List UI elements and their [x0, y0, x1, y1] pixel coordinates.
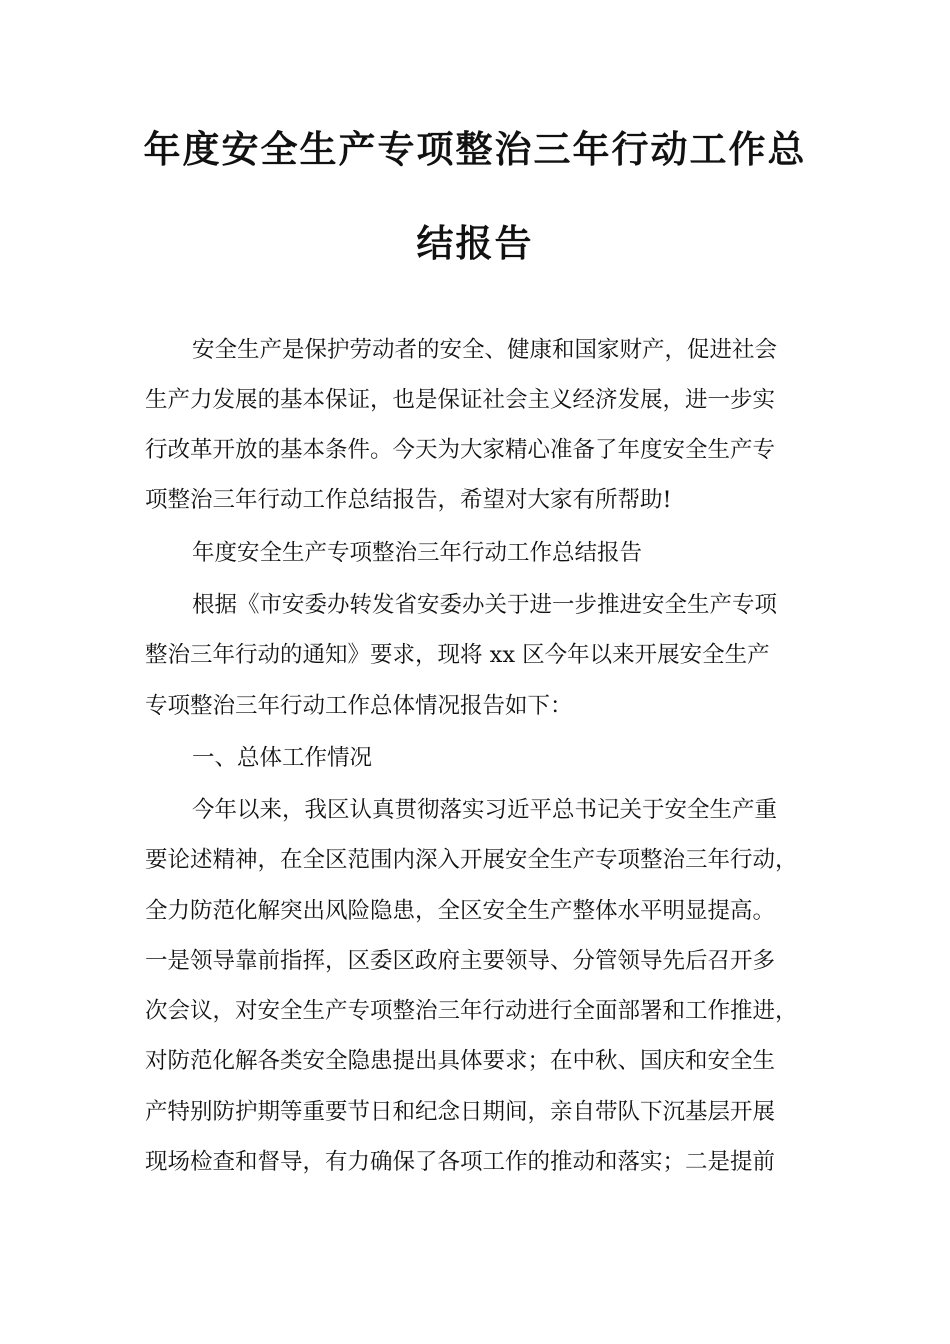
- body-line: 现场检查和督导，有力确保了各项工作的推动和落实；二是提前: [145, 1149, 776, 1175]
- body-line: 整治三年行动的通知》要求，现将 xx 区今年以来开展安全生产: [145, 642, 770, 668]
- body-line: 专项整治三年行动工作总体情况报告如下：: [145, 693, 573, 719]
- section-heading: 一、总体工作情况: [192, 745, 373, 771]
- body-line: 对防范化解各类安全隐患提出具体要求；在中秋、国庆和安全生: [145, 1048, 776, 1074]
- body-line: 产特别防护期等重要节日和纪念日期间，亲自带队下沉基层开展: [145, 1099, 776, 1125]
- body-line: 项整治三年行动工作总结报告，希望对大家有所帮助!: [145, 487, 672, 513]
- body-line: 安全生产是保护劳动者的安全、健康和国家财产，促进社会: [192, 337, 778, 363]
- body-line: 全力防范化解突出风险隐患，全区安全生产整体水平明显提高。: [145, 898, 776, 924]
- body-line: 行改革开放的基本条件。今天为大家精心准备了年度安全生产专: [145, 437, 776, 463]
- body-line: 生产力发展的基本保证，也是保证社会主义经济发展，进一步实: [145, 387, 776, 413]
- body-line: 根据《市安委办转发省安委办关于进一步推进安全生产专项: [192, 592, 778, 618]
- document-title-line-1: 年度安全生产专项整治三年行动工作总: [143, 128, 807, 171]
- body-line: 今年以来，我区认真贯彻落实习近平总书记关于安全生产重: [192, 797, 778, 823]
- body-subtitle-line: 年度安全生产专项整治三年行动工作总结报告: [192, 540, 643, 566]
- body-line: 一是领导靠前指挥，区委区政府主要领导、分管领导先后召开多: [145, 948, 776, 974]
- document-title-line-2: 结报告: [416, 222, 534, 265]
- body-line: 次会议，对安全生产专项整治三年行动进行全面部署和工作推进，: [145, 998, 798, 1024]
- body-line: 要论述精神，在全区范围内深入开展安全生产专项整治三年行动，: [145, 847, 798, 873]
